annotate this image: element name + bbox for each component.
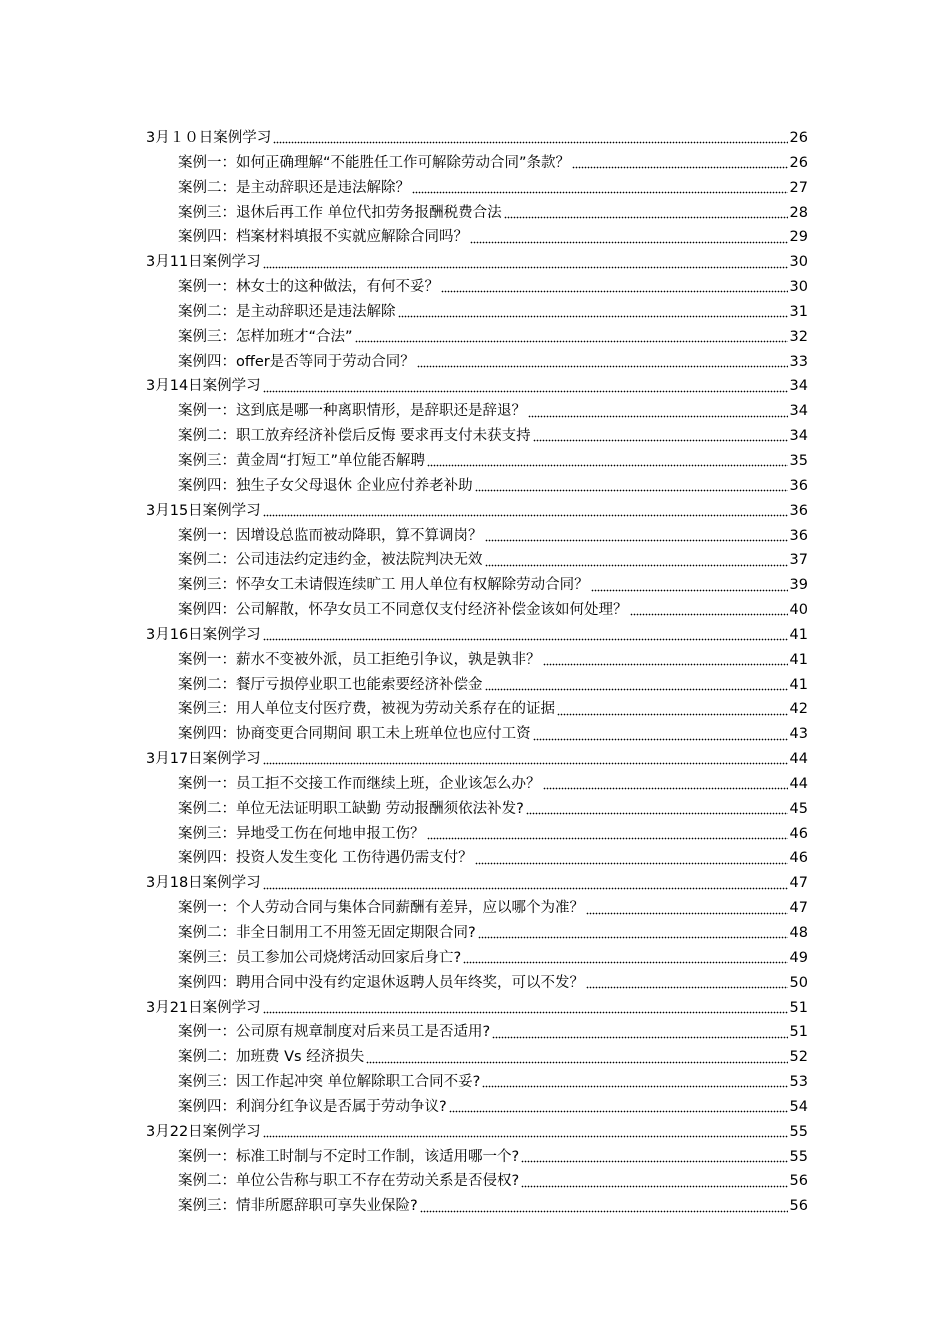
toc-dot-leader bbox=[485, 687, 788, 691]
toc-dot-leader bbox=[586, 986, 788, 990]
toc-page-number: 56 bbox=[789, 1198, 808, 1215]
toc-page-number: 26 bbox=[789, 130, 808, 146]
toc-case-entry[interactable] bbox=[146, 524, 808, 549]
toc-page-number: 39 bbox=[789, 577, 808, 594]
toc-dot-leader bbox=[263, 638, 788, 642]
toc-entry-title: 案例三：怎样加班才“合法” bbox=[178, 328, 353, 345]
toc-dot-leader bbox=[263, 265, 788, 269]
toc-page-number: 41 bbox=[789, 651, 808, 668]
toc-page-number: 47 bbox=[789, 900, 808, 917]
toc-dot-leader bbox=[533, 737, 788, 741]
toc-case-entry[interactable] bbox=[146, 846, 808, 871]
toc-entry-title: 3月１０日案例学习 bbox=[146, 130, 272, 146]
toc-page-number: 37 bbox=[789, 552, 808, 569]
toc-entry-title: 案例四：投资人发生变化 工伤待遇仍需支付？ bbox=[178, 850, 473, 867]
toc-entry-title: 案例三：用人单位支付医疗费，被视为劳动关系存在的证据 bbox=[178, 701, 555, 718]
toc-entry-title: 案例一：员工拒不交接工作而继续上班，企业该怎么办？ bbox=[178, 775, 541, 792]
toc-dot-leader bbox=[492, 1035, 787, 1039]
toc-case-entry[interactable] bbox=[146, 1194, 808, 1219]
toc-page-number: 45 bbox=[789, 800, 808, 817]
toc-case-entry[interactable] bbox=[146, 673, 808, 698]
toc-dot-leader bbox=[366, 1060, 787, 1064]
toc-page-number: 29 bbox=[789, 229, 808, 246]
toc-case-entry[interactable] bbox=[146, 424, 808, 449]
toc-page-number: 34 bbox=[789, 378, 808, 395]
toc-case-entry[interactable] bbox=[146, 275, 808, 300]
toc-page-number: 51 bbox=[789, 1024, 808, 1041]
toc-entry-title: 案例二：非全日制用工不用签无固定期限合同? bbox=[178, 925, 476, 941]
toc-entry-title: 案例一：薪水不变被外派，员工拒绝引争议，孰是孰非？ bbox=[178, 651, 541, 668]
toc-dot-leader bbox=[543, 787, 788, 791]
toc-case-entry[interactable] bbox=[146, 648, 808, 673]
toc-case-entry[interactable] bbox=[146, 548, 808, 573]
toc-dot-leader bbox=[475, 489, 788, 493]
toc-dot-leader bbox=[526, 812, 788, 816]
toc-case-entry[interactable] bbox=[146, 598, 808, 623]
toc-dot-leader bbox=[441, 290, 788, 294]
toc-entry-title: 案例一：林女士的这种做法，有何不妥？ bbox=[178, 279, 439, 296]
toc-dot-leader bbox=[417, 364, 788, 368]
toc-page-number: 48 bbox=[789, 925, 808, 941]
toc-page-number: 28 bbox=[789, 204, 808, 221]
toc-page-number: 55 bbox=[789, 1123, 808, 1140]
toc-page-number: 56 bbox=[789, 1173, 808, 1190]
toc-dot-leader bbox=[412, 191, 788, 195]
toc-entry-title: 案例三：怀孕女工未请假连续旷工 用人单位有权解除劳动合同？ bbox=[178, 577, 589, 594]
toc-section-entry[interactable] bbox=[146, 1120, 808, 1145]
toc-dot-leader bbox=[591, 588, 788, 592]
toc-case-entry[interactable] bbox=[146, 1169, 808, 1194]
toc-page-number: 42 bbox=[789, 701, 808, 718]
toc-section-entry[interactable] bbox=[146, 250, 808, 275]
toc-page-number: 40 bbox=[789, 602, 808, 619]
toc-entry-title: 案例二：餐厅亏损停业职工也能索要经济补偿金 bbox=[178, 676, 483, 693]
toc-entry-title: 案例二：公司违法约定违约金，被法院判决无效 bbox=[178, 552, 483, 569]
toc-page-number: 47 bbox=[789, 875, 808, 892]
toc-entry-title: 案例四：聘用合同中没有约定退休返聘人员年终奖，可以不发？ bbox=[178, 974, 584, 991]
toc-entry-title: 案例三：黄金周“打短工”单位能否解聘 bbox=[178, 452, 426, 469]
toc-page-number: 51 bbox=[789, 999, 808, 1016]
toc-case-entry[interactable] bbox=[146, 1145, 808, 1170]
toc-case-entry[interactable] bbox=[146, 772, 808, 797]
toc-dot-leader bbox=[485, 538, 788, 542]
toc-entry-title: 3月18日案例学习 bbox=[146, 875, 261, 892]
toc-page-number: 55 bbox=[789, 1148, 808, 1165]
toc-page-number: 49 bbox=[789, 949, 808, 966]
toc-page-number: 26 bbox=[789, 154, 808, 171]
toc-entry-title: 案例三：异地受工伤在何地申报工伤？ bbox=[178, 825, 425, 842]
toc-section-entry[interactable] bbox=[146, 126, 808, 151]
toc-case-entry[interactable] bbox=[146, 697, 808, 722]
toc-dot-leader bbox=[478, 936, 788, 940]
toc-page-number: 53 bbox=[789, 1074, 808, 1091]
toc-entry-title: 3月16日案例学习 bbox=[146, 626, 261, 643]
toc-entry-title: 案例一：标准工时制与不定时工作制，该适用哪一个? bbox=[178, 1148, 520, 1165]
toc-page-number: 31 bbox=[789, 303, 808, 320]
toc-entry-title: 案例二：是主动辞职还是违法解除 bbox=[178, 303, 396, 320]
toc-page-number: 50 bbox=[789, 974, 808, 991]
toc-entry-title: 案例二：单位无法证明职工缺勤 劳动报酬须依法补发? bbox=[178, 800, 524, 817]
toc-page-number: 35 bbox=[789, 452, 808, 469]
toc-dot-leader bbox=[470, 240, 788, 244]
toc-entry-title: 案例四：协商变更合同期间 职工未上班单位也应付工资 bbox=[178, 726, 531, 743]
toc-dot-leader bbox=[482, 1085, 787, 1089]
toc-entry-title: 3月22日案例学习 bbox=[146, 1123, 261, 1140]
toc-page-number: 34 bbox=[789, 428, 808, 445]
toc-case-entry[interactable] bbox=[146, 449, 808, 474]
toc-page-number: 30 bbox=[789, 254, 808, 271]
toc-entry-title: 3月15日案例学习 bbox=[146, 502, 261, 519]
toc-page-number: 41 bbox=[789, 676, 808, 693]
toc-dot-leader bbox=[533, 439, 788, 443]
toc-case-entry[interactable] bbox=[146, 921, 808, 946]
toc-entry-title: 案例一：如何正确理解“不能胜任工作可解除劳动合同”条款？ bbox=[178, 154, 571, 171]
toc-entry-title: 案例一：这到底是哪一种离职情形，是辞职还是辞退？ bbox=[178, 403, 526, 420]
toc-case-entry[interactable] bbox=[146, 896, 808, 921]
toc-entry-title: 案例四：offer是否等同于劳动合同？ bbox=[178, 353, 415, 370]
toc-dot-leader bbox=[263, 389, 788, 393]
toc-entry-title: 案例一：因增设总监而被动降职，算不算调岗？ bbox=[178, 527, 483, 544]
toc-entry-title: 3月17日案例学习 bbox=[146, 751, 261, 768]
toc-entry-title: 3月14日案例学习 bbox=[146, 378, 261, 395]
toc-page-number: 30 bbox=[789, 279, 808, 296]
toc-case-entry[interactable] bbox=[146, 1070, 808, 1095]
toc-dot-leader bbox=[543, 663, 788, 667]
toc-entry-title: 案例二：单位公告称与职工不存在劳动关系是否侵权? bbox=[178, 1173, 520, 1190]
toc-case-entry[interactable] bbox=[146, 1045, 808, 1070]
toc-case-entry[interactable] bbox=[146, 573, 808, 598]
toc-case-entry[interactable] bbox=[146, 971, 808, 996]
toc-case-entry[interactable] bbox=[146, 722, 808, 747]
toc-entry-title: 案例二：是主动辞职还是违法解除？ bbox=[178, 179, 410, 196]
toc-entry-title: 案例一：公司原有规章制度对后来员工是否适用? bbox=[178, 1024, 491, 1041]
toc-dot-leader bbox=[475, 861, 788, 865]
toc-entry-title: 案例二：加班费 Vs 经济损失 bbox=[178, 1049, 365, 1066]
toc-case-entry[interactable] bbox=[146, 325, 808, 350]
toc-dot-leader bbox=[485, 563, 788, 567]
toc-entry-title: 案例三：退休后再工作 单位代扣劳务报酬税费合法 bbox=[178, 204, 502, 221]
toc-case-entry[interactable] bbox=[146, 822, 808, 847]
toc-case-entry[interactable] bbox=[146, 946, 808, 971]
toc-page-number: 32 bbox=[789, 328, 808, 345]
toc-entry-title: 案例三：员工参加公司烧烤活动回家后身亡? bbox=[178, 949, 462, 966]
toc-entry-title: 案例三：情非所愿辞职可享失业保险? bbox=[178, 1198, 418, 1215]
toc-section-entry[interactable] bbox=[146, 747, 808, 772]
toc-case-entry[interactable] bbox=[146, 225, 808, 250]
toc-dot-leader bbox=[263, 762, 788, 766]
toc-page-number: 44 bbox=[789, 751, 808, 768]
toc-section-entry[interactable] bbox=[146, 871, 808, 896]
toc-dot-leader bbox=[521, 1184, 787, 1188]
toc-entry-title: 案例三：因工作起冲突 单位解除职工合同不妥? bbox=[178, 1074, 481, 1091]
toc-entry-title: 案例四：公司解散，怀孕女员工不同意仅支付经济补偿金该如何处理？ bbox=[178, 602, 628, 619]
toc-section-entry[interactable] bbox=[146, 623, 808, 648]
toc-entry-title: 案例一：个人劳动合同与集体合同薪酬有差异，应以哪个为准？ bbox=[178, 900, 584, 917]
toc-page-number: 43 bbox=[789, 726, 808, 743]
toc-page-number: 36 bbox=[789, 527, 808, 544]
toc-page-number: 46 bbox=[789, 825, 808, 842]
toc-entry-title: 案例二：职工放弃经济补偿后反悔 要求再支付未获支持 bbox=[178, 428, 531, 445]
toc-entry-title: 3月11日案例学习 bbox=[146, 254, 261, 271]
toc-dot-leader bbox=[263, 514, 788, 518]
toc-dot-leader bbox=[273, 141, 787, 145]
toc-case-entry[interactable] bbox=[146, 1095, 808, 1120]
toc-section-entry[interactable] bbox=[146, 499, 808, 524]
toc-dot-leader bbox=[263, 1135, 788, 1139]
toc-dot-leader bbox=[572, 166, 788, 170]
toc-dot-leader bbox=[504, 215, 788, 219]
toc-dot-leader bbox=[586, 911, 788, 915]
toc-page-number: 54 bbox=[789, 1098, 808, 1115]
toc-case-entry[interactable] bbox=[146, 201, 808, 226]
toc-page-number: 44 bbox=[789, 775, 808, 792]
toc-entry-title: 案例四：独生子女父母退休 企业应付养老补助 bbox=[178, 477, 473, 494]
toc-dot-leader bbox=[528, 414, 788, 418]
toc-dot-leader bbox=[263, 886, 788, 890]
toc-page-number: 41 bbox=[789, 626, 808, 643]
toc-section-entry[interactable] bbox=[146, 374, 808, 399]
toc-entry-title: 案例四：利润分红争议是否属于劳动争议? bbox=[178, 1098, 447, 1115]
toc-dot-leader bbox=[427, 464, 788, 468]
toc-dot-leader bbox=[449, 1110, 788, 1114]
toc-section-entry[interactable] bbox=[146, 996, 808, 1021]
toc-page-number: 52 bbox=[789, 1049, 808, 1066]
toc-case-entry[interactable] bbox=[146, 399, 808, 424]
toc-page-number: 46 bbox=[789, 850, 808, 867]
toc-case-entry[interactable] bbox=[146, 797, 808, 822]
toc-dot-leader bbox=[398, 315, 788, 319]
toc-case-entry[interactable] bbox=[146, 474, 808, 499]
toc-case-entry[interactable] bbox=[146, 151, 808, 176]
table-of-contents bbox=[146, 126, 808, 1219]
toc-dot-leader bbox=[263, 1010, 788, 1014]
toc-dot-leader bbox=[521, 1159, 787, 1163]
toc-page-number: 34 bbox=[789, 403, 808, 420]
toc-dot-leader bbox=[557, 712, 788, 716]
toc-page-number: 36 bbox=[789, 477, 808, 494]
toc-entry-title: 案例四：档案材料填报不实就应解除合同吗？ bbox=[178, 229, 468, 246]
toc-page-number: 36 bbox=[789, 502, 808, 519]
toc-page-number: 27 bbox=[789, 179, 808, 196]
toc-case-entry[interactable] bbox=[146, 350, 808, 375]
toc-dot-leader bbox=[427, 836, 788, 840]
toc-page-number: 33 bbox=[789, 353, 808, 370]
toc-entry-title: 3月21日案例学习 bbox=[146, 999, 261, 1016]
toc-dot-leader bbox=[630, 613, 788, 617]
toc-case-entry[interactable] bbox=[146, 176, 808, 201]
toc-dot-leader bbox=[420, 1209, 788, 1213]
toc-case-entry[interactable] bbox=[146, 1020, 808, 1045]
toc-dot-leader bbox=[355, 340, 788, 344]
toc-dot-leader bbox=[463, 961, 787, 965]
toc-case-entry[interactable] bbox=[146, 300, 808, 325]
